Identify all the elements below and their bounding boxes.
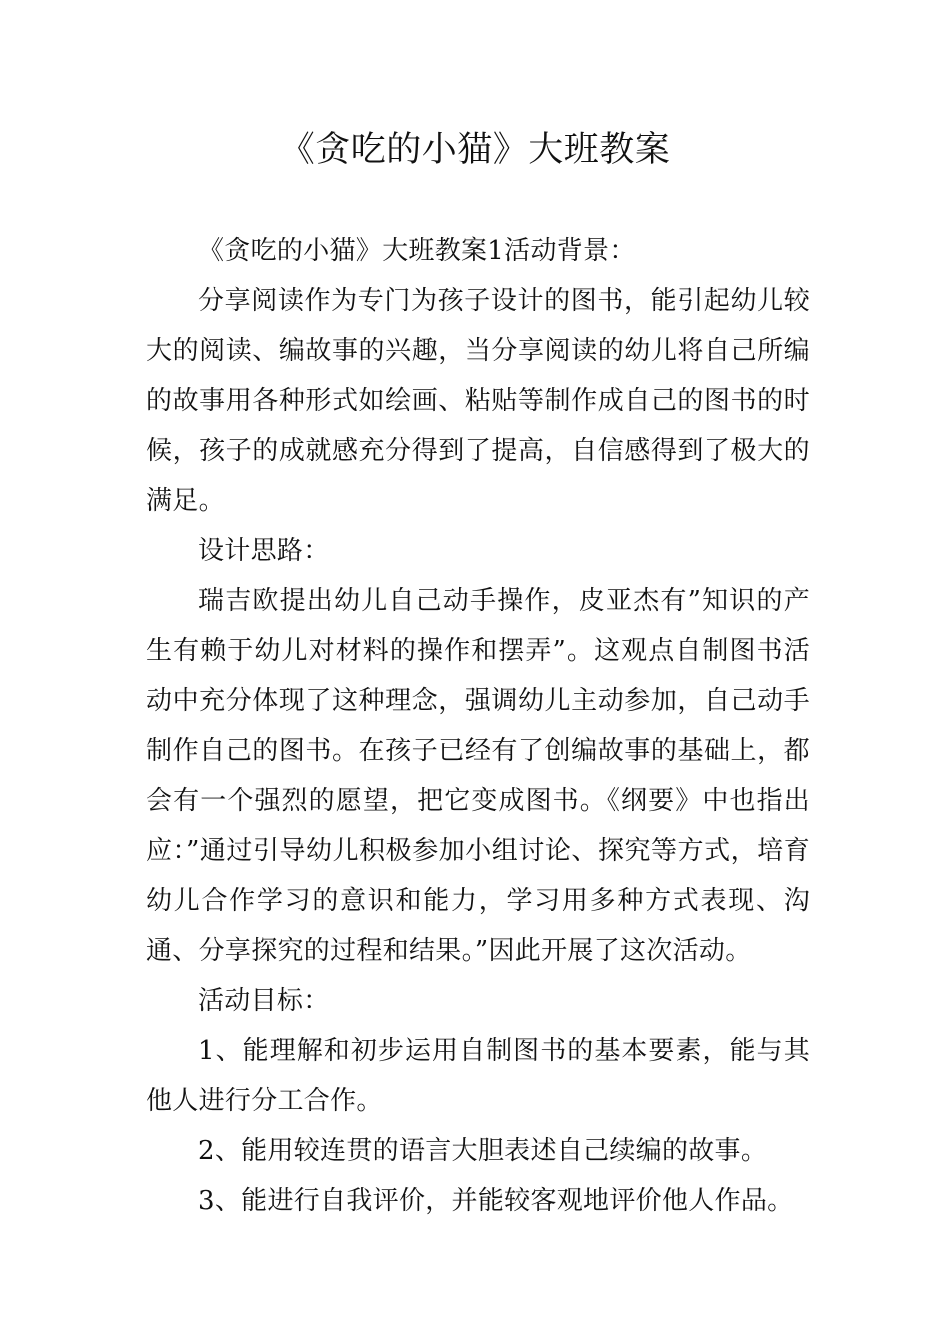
paragraph-goal-2: 2、能用较连贯的语言大胆表述自己续编的故事。 [198,1136,768,1166]
paragraph-goal-3: 3、能进行自我评价，并能较客观地评价他人作品。 [198,1186,794,1216]
paragraph-design-text: 瑞吉欧提出幼儿自己动手操作，皮亚杰有”知识的产生有赖于幼儿对材料的操作和摆弄”。这观点自制图书活动中充分体现了这种理念，强调幼儿主动参加，自己动手制作自己的图书。在孩子已经有了创编故事的基础上，都会有一个强烈的愿望，把它变成图书。《纲要》中也指出应：”通过引导幼儿积极参加小组讨论、探究等方式，培育幼儿合作学习的意识和能力，学习用多种方式表现、沟通、分享探究的过程和结果。”因此开展了这次活动。 [146,586,810,966]
paragraph-background-text: 分享阅读作为专门为孩子设计的图书，能引起幼儿较大的阅读、编故事的兴趣，当分享阅读的幼儿将自己所编的故事用各种形式如绘画、粘贴等制作成自己的图书的时候，孩子的成就感充分得到了提高，自信感得到了极大的满足。 [146,286,810,516]
paragraph-goals-heading: 活动目标： [198,986,330,1016]
document-title: 《贪吃的小猫》大班教案 [279,130,671,170]
document-body [146,226,810,1226]
paragraph-goal-1: 1、能理解和初步运用自制图书的基本要素，能与其他人进行分工合作。 [146,1036,810,1116]
paragraph-background-heading: 《贪吃的小猫》大班教案1活动背景： [198,236,636,266]
paragraph-design-heading: 设计思路： [198,536,330,566]
